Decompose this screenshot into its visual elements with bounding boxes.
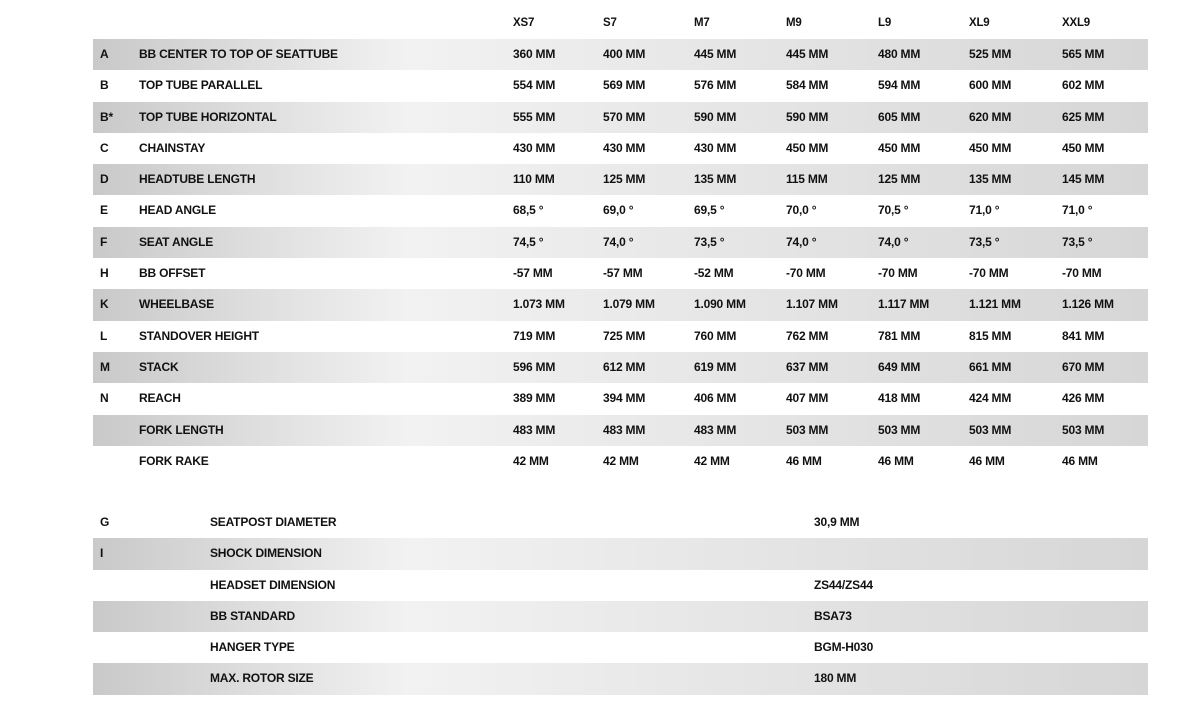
row-value: 762 MM (786, 328, 829, 343)
row-value: 503 MM (786, 422, 829, 437)
spec-value: 180 MM (814, 671, 857, 686)
row-value: 503 MM (878, 422, 921, 437)
row-label: STACK (139, 359, 179, 374)
row-letter: N (100, 391, 109, 406)
row-value: 620 MM (969, 109, 1012, 124)
row-value: 400 MM (603, 47, 646, 61)
row-label: HEADTUBE LENGTH (139, 172, 256, 187)
row-value: 565 MM (1062, 47, 1105, 61)
row-value: 590 MM (694, 109, 737, 124)
row-value: 394 MM (603, 391, 646, 406)
spec-label: BB STANDARD (210, 608, 295, 623)
row-value: 46 MM (969, 453, 1005, 468)
row-value: 424 MM (969, 391, 1012, 406)
row-value: -70 MM (786, 266, 826, 281)
spec-row (93, 663, 1148, 694)
row-value: 46 MM (1062, 453, 1098, 468)
row-value: 42 MM (694, 453, 730, 468)
row-value: 1.090 MM (694, 297, 746, 312)
table-row (93, 227, 1148, 258)
row-value: 71,0 ° (969, 203, 1000, 218)
row-value: 605 MM (878, 109, 921, 124)
row-value: 450 MM (878, 140, 921, 155)
row-value: 670 MM (1062, 359, 1105, 374)
row-value: 74,0 ° (786, 234, 817, 249)
row-label: STANDOVER HEIGHT (139, 328, 259, 343)
row-value: 841 MM (1062, 328, 1105, 343)
spec-value: 30,9 MM (814, 515, 860, 529)
size-header-row (93, 8, 1148, 39)
row-value: 115 MM (786, 172, 828, 187)
row-label: FORK LENGTH (139, 422, 224, 437)
row-value: 570 MM (603, 109, 646, 124)
row-value: -52 MM (694, 266, 734, 281)
row-value: 74,0 ° (603, 234, 634, 249)
table-row (93, 415, 1148, 446)
row-value: 815 MM (969, 328, 1012, 343)
row-value: 1.079 MM (603, 297, 655, 312)
spec-row (93, 538, 1148, 569)
table-row (93, 258, 1148, 289)
spec-label: HANGER TYPE (210, 640, 295, 655)
row-value: 407 MM (786, 391, 829, 406)
row-value: 483 MM (513, 422, 556, 437)
row-value: 42 MM (603, 453, 639, 468)
row-value: 594 MM (878, 78, 921, 93)
row-value: 725 MM (603, 328, 646, 343)
row-value: 1.107 MM (786, 297, 838, 312)
spec-value: BGM-H030 (814, 640, 874, 655)
row-value: 68,5 ° (513, 203, 544, 218)
row-value: 71,0 ° (1062, 203, 1093, 218)
row-value: 503 MM (969, 422, 1012, 437)
row-value: 74,5 ° (513, 234, 544, 249)
row-value: 70,5 ° (878, 203, 909, 218)
row-value: 1.117 MM (878, 297, 930, 312)
row-value: 73,5 ° (969, 234, 1000, 249)
row-letter: L (100, 328, 108, 343)
row-value: 430 MM (694, 140, 737, 155)
row-value: 602 MM (1062, 78, 1105, 93)
row-value: 46 MM (878, 453, 914, 468)
table-row (93, 446, 1148, 477)
row-letter: C (100, 140, 109, 155)
spec-row (93, 507, 1148, 538)
row-value: 554 MM (513, 78, 556, 93)
spec-letter: I (100, 546, 104, 561)
spec-label: MAX. ROTOR SIZE (210, 671, 314, 686)
table-row (93, 383, 1148, 414)
table-row (93, 102, 1148, 133)
row-value: 1.121 MM (969, 297, 1021, 312)
row-label: BB OFFSET (139, 266, 206, 281)
table-row (93, 289, 1148, 320)
row-label: SEAT ANGLE (139, 234, 214, 249)
row-label: BB CENTER TO TOP OF SEATTUBE (139, 47, 338, 61)
spec-row (93, 632, 1148, 663)
row-letter: K (100, 297, 109, 312)
table-row (93, 352, 1148, 383)
row-label: TOP TUBE PARALLEL (139, 78, 263, 93)
row-value: 445 MM (694, 47, 737, 61)
row-value: 569 MM (603, 78, 646, 93)
spec-label: SHOCK DIMENSION (210, 546, 322, 561)
row-label: HEAD ANGLE (139, 203, 216, 218)
size-header: XL9 (969, 17, 990, 29)
row-label: FORK RAKE (139, 453, 209, 468)
size-header: XS7 (513, 17, 535, 29)
row-value: 576 MM (694, 78, 737, 93)
row-value: 426 MM (1062, 391, 1105, 406)
row-value: 69,0 ° (603, 203, 634, 218)
row-value: -57 MM (513, 266, 553, 281)
row-value: 450 MM (1062, 140, 1105, 155)
spec-row (93, 570, 1148, 601)
row-value: 125 MM (603, 172, 646, 187)
row-value: 1.073 MM (513, 297, 565, 312)
row-value: 525 MM (969, 47, 1012, 61)
row-letter: E (100, 203, 108, 218)
row-value: 503 MM (1062, 422, 1105, 437)
row-value: 600 MM (969, 78, 1012, 93)
row-value: 483 MM (694, 422, 737, 437)
spec-value: ZS44/ZS44 (814, 577, 873, 592)
row-value: 360 MM (513, 47, 556, 61)
row-value: 637 MM (786, 359, 829, 374)
row-value: 135 MM (694, 172, 737, 187)
row-letter: B* (100, 109, 113, 124)
row-value: 450 MM (786, 140, 829, 155)
row-label: REACH (139, 391, 181, 406)
size-header: S7 (603, 17, 617, 29)
row-letter: M (100, 359, 110, 374)
table-row (93, 164, 1148, 195)
table-row (93, 70, 1148, 101)
geometry-table (93, 8, 1148, 477)
spec-letter: G (100, 515, 110, 529)
row-value: -57 MM (603, 266, 643, 281)
row-value: 69,5 ° (694, 203, 725, 218)
row-letter: D (100, 172, 109, 187)
row-value: 760 MM (694, 328, 737, 343)
row-value: -70 MM (878, 266, 918, 281)
row-value: 125 MM (878, 172, 921, 187)
row-value: -70 MM (1062, 266, 1102, 281)
row-value: 406 MM (694, 391, 737, 406)
size-header: M7 (694, 17, 710, 29)
row-letter: F (100, 234, 108, 249)
row-value: 480 MM (878, 47, 921, 61)
row-value: 110 MM (513, 172, 555, 187)
row-value: 70,0 ° (786, 203, 817, 218)
row-value: 483 MM (603, 422, 646, 437)
row-letter: H (100, 266, 109, 281)
row-value: 781 MM (878, 328, 921, 343)
row-value: 590 MM (786, 109, 829, 124)
row-value: -70 MM (969, 266, 1009, 281)
row-value: 612 MM (603, 359, 646, 374)
row-value: 389 MM (513, 391, 556, 406)
row-letter: A (100, 47, 109, 61)
row-value: 625 MM (1062, 109, 1105, 124)
spec-table (93, 507, 1148, 695)
row-value: 73,5 ° (1062, 234, 1093, 249)
row-value: 445 MM (786, 47, 829, 61)
row-value: 430 MM (513, 140, 556, 155)
row-value: 145 MM (1062, 172, 1105, 187)
row-value: 661 MM (969, 359, 1012, 374)
row-value: 649 MM (878, 359, 921, 374)
size-header: L9 (878, 17, 892, 29)
row-value: 74,0 ° (878, 234, 909, 249)
row-value: 430 MM (603, 140, 646, 155)
row-value: 418 MM (878, 391, 921, 406)
table-row (93, 195, 1148, 226)
spec-value: BSA73 (814, 608, 852, 623)
table-row (93, 39, 1148, 70)
row-value: 555 MM (513, 109, 556, 124)
table-row (93, 321, 1148, 352)
size-header: M9 (786, 17, 802, 29)
spec-label: SEATPOST DIAMETER (210, 515, 337, 529)
row-value: 135 MM (969, 172, 1012, 187)
row-value: 719 MM (513, 328, 556, 343)
row-value: 46 MM (786, 453, 822, 468)
table-row (93, 133, 1148, 164)
spec-row (93, 601, 1148, 632)
row-letter: B (100, 78, 109, 93)
row-value: 596 MM (513, 359, 556, 374)
row-label: TOP TUBE HORIZONTAL (139, 109, 277, 124)
spec-label: HEADSET DIMENSION (210, 577, 336, 592)
row-value: 450 MM (969, 140, 1012, 155)
row-value: 1.126 MM (1062, 297, 1114, 312)
row-value: 42 MM (513, 453, 549, 468)
row-value: 619 MM (694, 359, 737, 374)
row-value: 73,5 ° (694, 234, 725, 249)
row-label: WHEELBASE (139, 297, 214, 312)
size-header: XXL9 (1062, 17, 1090, 29)
row-label: CHAINSTAY (139, 140, 206, 155)
row-value: 584 MM (786, 78, 829, 93)
